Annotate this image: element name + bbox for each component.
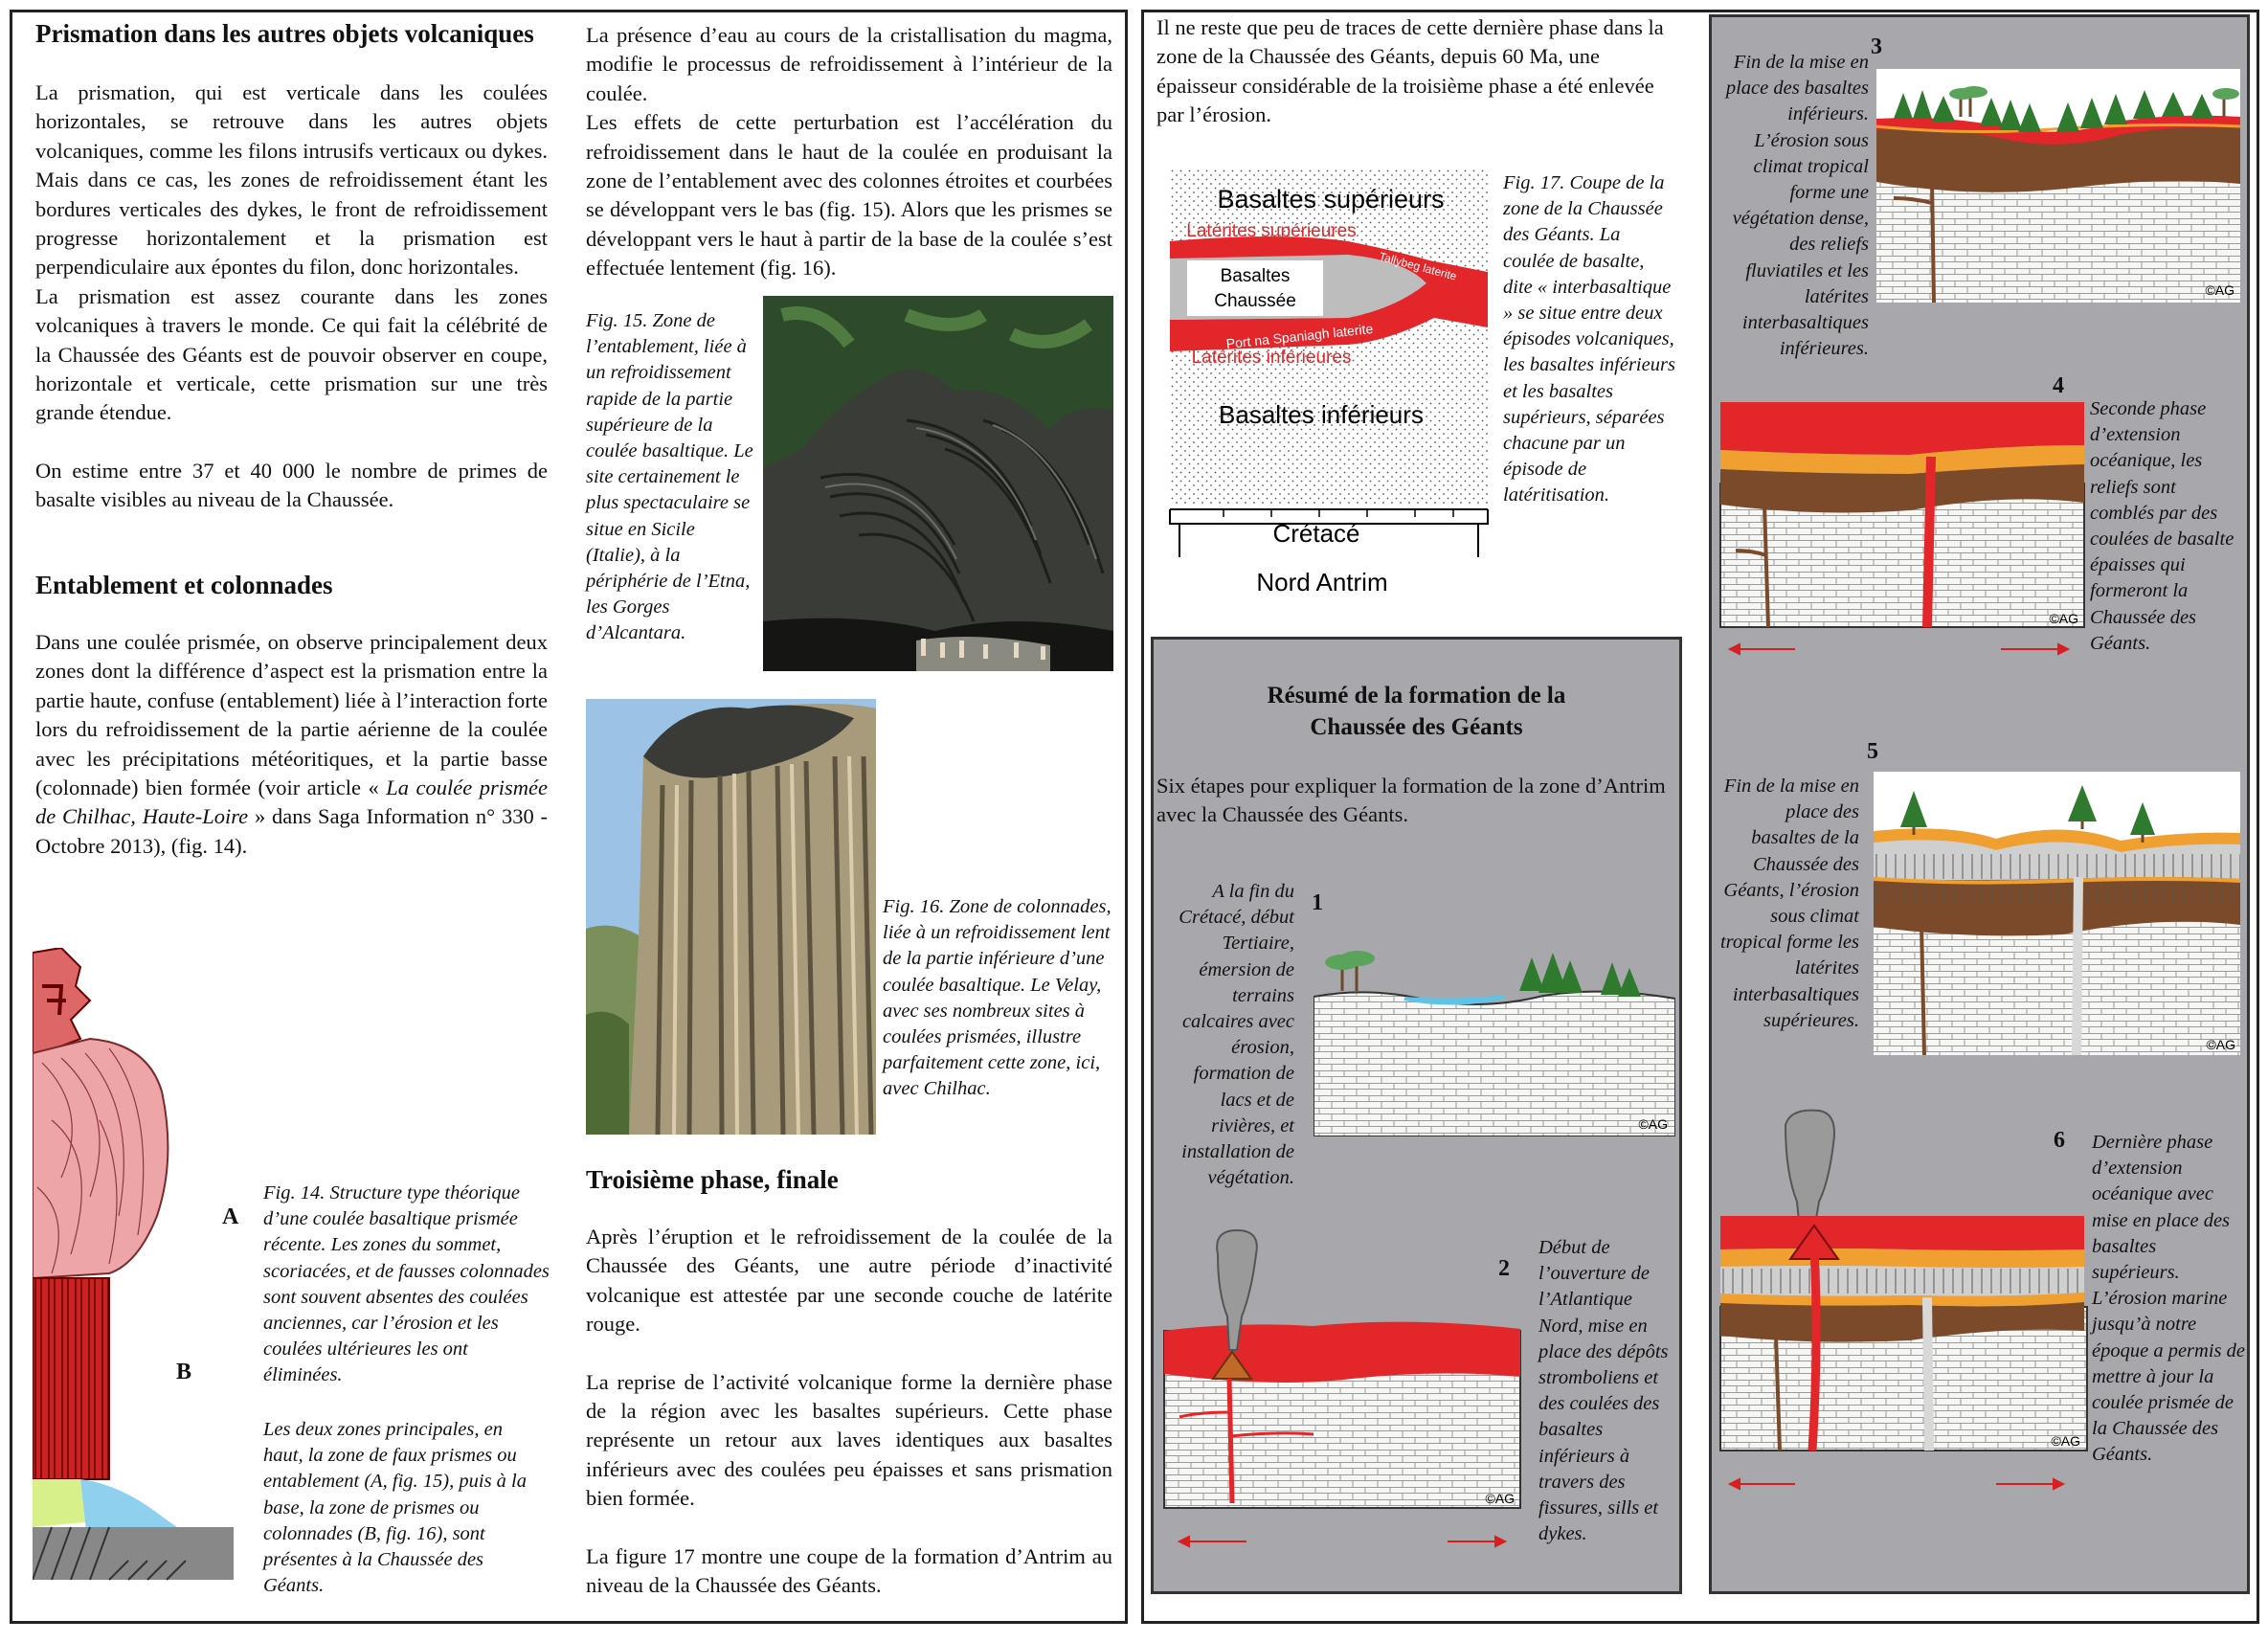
fig14-diagram [33,948,234,1589]
step4-extension-arrows [1730,644,2068,654]
step5-diagram [1872,772,2242,1057]
step3-text: Fin de la mise en place des basaltes inférieurs. L’érosion sous climat tropical forme une végétation dense, des reliefs fluviatiles et les latérites interbasaltiques inférieures. [1725,52,1869,360]
resume-title-line-1: Résumé de la formation de la [1267,683,1566,709]
step6-copyright: ©AG [2051,1433,2080,1449]
col1-paragraph-1: La prismation, qui est verticale dans les coulées horizontales, se retrouve dans les autres objets volcaniques, comme les filons intrusifs verticaux ou dykes. Mais dans ce cas, les zones de refroidissement étant les bordures verticales des dykes, le front de refroidissement progresse horizontalement et la prismation est perpendiculaire aux épontes du filon, donc horizontales. [35,80,548,280]
col2-paragraph-3: Après l’éruption et le refroidissement de la coulée de la Chaussée des Géants, une autre période d’inactivité volcanique est attestée par une seconde couche de latérite rouge. [586,1225,1112,1337]
col2-paragraph-2: Les effets de cette perturbation est l’accélération du refroidissement dans le haut de la coulée en produisant la zone de l’entablement avec des colonnes étroites et courbées se développant vers le bas (fig. 15). Alors que les prismes se développant vers le haut à partir de la base de la coulée s’est effectuée lentement (fig. 16). [586,110,1112,281]
step1-vegetation [1325,951,1641,997]
step1-number: 1 [1312,890,1323,915]
fig17-label-basaltes-inf: Basaltes inférieurs [1219,400,1424,429]
fig14-label-b: B [176,1360,192,1384]
fig17-label-basaltes-chaussee-1: Basaltes [1220,266,1291,286]
col1-paragraph-3: On estime entre 37 et 40 000 le nombre de primes de basalte visibles au niveau de la Chaussée. [35,458,548,512]
fig14-caption-1: Fig. 14. Structure type théorique d’une coulée basaltique prismée récente. Les zones du sommet, scoriacées, et de fausses colonnades sont souvent absentes des coulées anciennes, car l’érosion et les coulées ultérieures les ont éliminées. [263,1182,550,1386]
fig17-label-basaltes-sup: Basaltes supérieurs [1217,185,1445,214]
col3-paragraph-1: Il ne reste que peu de traces de cette dernière phase dans la zone de la Chaussée des Géants, depuis 60 Ma, une épaisseur considérable de la troisième phase a été enlevée par l’érosion. [1156,15,1664,127]
step6-text: Dernière phase d’extension océanique avec mise en place des basaltes supérieurs. L’érosion marine jusqu’à notre époque a permis de mettre à jour la coulée prismée de la Chaussée des Géants. [2092,1132,2245,1466]
col1-paragraph-4 [35,628,548,861]
fig17-label-cretace: Crétacé [1272,519,1360,548]
fig14-colonnade [33,1278,109,1479]
step4-dyke [1927,457,1931,627]
step5-text: Fin de la mise en place des basaltes de la Chaussée des Géants, l’érosion sous climat tropical forme les latérites interbasaltiques supérieures. [1719,776,1859,1031]
col1-paragraph-4a: Dans une coulée prismée, on observe principalement deux zones dont la différence d’aspect est la prismation entre la partie haute, confuse (entablement) liée à l’interaction forte lors du refroidissement de la partie aérienne de la coulée avec les précipitations météoritiques, et la partie basse (colonnade) bien formée (voir article « [35,630,548,800]
step6-extension-arrows [1730,1479,2063,1489]
fig14-green-base [33,1479,85,1527]
fig16-photo [586,699,876,1135]
resume-title-line-2: Chaussée des Géants [1310,714,1523,740]
step6-diagram [1718,1106,2089,1508]
step2-copyright: ©AG [1485,1491,1515,1506]
col2-paragraph-1: La présence d’eau au cours de la cristallisation du magma, modifie le processus de refroidissement à l’intérieur de la coulée. [586,23,1112,105]
step1-diagram [1314,933,1675,1136]
step4-diagram [1718,397,2087,665]
col2-text-top [586,21,1112,312]
step1-text: A la fin du Crétacé, début Tertiaire, émersion de terrains calcaires avec érosion, formation de lacs et de rivières, et installation de végétation. [1179,881,1294,1189]
step4-text: Seconde phase d’extension océanique, les reliefs sont comblés par des coulées de basalte épaisses qui formeront la Chaussée des Géants. [2090,398,2234,654]
fig16-caption: Fig. 16. Zone de colonnades, liée à un refroidissement lent de la partie inférieure d’une coulée basaltique. Le Velay, avec ses nombreux sites à coulées prismées, illustre parfaitement cette zone, ici, avec Chilhac. [883,896,1112,1100]
article-title: La coulée prismée de Chilhac, Haute-Loire [35,776,548,829]
fig14-ground [33,1527,234,1580]
step1-lake [1404,997,1505,1003]
step3-copyright: ©AG [2205,282,2234,298]
step2-extension-arrows [1179,1537,1505,1546]
heading-entablement: Entablement et colonnades [35,571,333,599]
col1-text-top [35,79,548,544]
col1-paragraph-2: La prismation est assez courante dans les zones volcaniques à travers le monde. Ce qui fait la célébrité de la Chaussée des Géants est de pouvoir observer en coupe, horizontale et verticale, cette prismation sur une très grande étendue. [35,283,548,425]
step5-dyke [2077,877,2078,1055]
fig15-photo [763,296,1113,671]
step6-ash-plume [1785,1111,1834,1230]
fig14-caption-2: Les deux zones principales, en haut, la zone de faux prismes ou entablement (A, fig. 15), puis à la base, la zone de prismes ou colonnades (B, fig. 16), sont présentes à la Chaussée des Géants. [263,1419,527,1597]
fig17-caption: Fig. 17. Coupe de la zone de la Chaussée des Géants. La coulée de basalte, dite « interbasaltique » se situe entre deux épisodes volcaniques, les basaltes inférieurs et les basaltes supérieurs, séparées chacune par un épisode de latéritisation. [1503,172,1675,506]
step6-dyke [1812,1249,1816,1451]
step4-copyright: ©AG [2049,611,2078,626]
step2-number: 2 [1498,1256,1510,1281]
fig17-label-basaltes-chaussee-2: Chaussée [1214,291,1296,311]
fig14-label-a: A [222,1204,239,1229]
col2-paragraph-4: La reprise de l’activité volcanique forme la dernière phase de la région avec les basaltes supérieurs. Cette phase représente un retour aux laves identiques aux basaltes inférieurs avec des coulées peu épaisses et sans prismation bien formée. [586,1369,1112,1511]
fig17-label-laterites-inf: Latérites inférieures [1191,348,1352,368]
fig15-caption: Fig. 15. Zone de l’entablement, liée à un refroidissement rapide de la partie supérieure de la coulée basaltique. Le site certainement le plus spectaculaire se situe en Sicile (Italie), à la périphérie de l’Etna, les Gorges d’Alcantara. [586,310,753,644]
col2-text-bottom [586,1223,1112,1629]
col1-paragraph-4b: » dans Saga Information n° 330 - Octobre 2013), (fig. 14). [35,804,548,858]
fig17-label-port-na: Port na Spaniagh laterite [1225,321,1374,352]
step5-number: 5 [1867,739,1878,764]
step5-copyright: ©AG [2206,1037,2235,1052]
step2-diagram [1160,1226,1524,1585]
fig17-label-tallybeg: Tallybeg laterite [1377,249,1459,283]
heading-troisieme-phase: Troisième phase, finale [586,1165,839,1194]
fig17-label-nord-antrim: Nord Antrim [1256,568,1388,596]
step3-number: 3 [1871,34,1882,59]
step6-number: 6 [2054,1128,2065,1153]
fig17-label-laterites-sup: Latérites supérieures [1186,221,1357,241]
step1-copyright: ©AG [1638,1116,1668,1132]
resume-title [1151,680,1682,743]
step4-number: 4 [2053,373,2064,398]
resume-intro: Six étapes pour expliquer la formation de la zone d’Antrim avec la Chaussée des Géants. [1156,774,1666,827]
col2-paragraph-5: La figure 17 montre une coupe de la formation d’Antrim au niveau de la Chaussée des Géants. [586,1543,1112,1598]
step2-text: Début de l’ouverture de l’Atlantique Nord, mise en place des dépôts stromboliens et des coulées des basaltes inférieurs à travers des fissures, sills et dykes. [1538,1237,1669,1545]
step6-upper-lava [1720,1216,2084,1250]
heading-prismation: Prismation dans les autres objets volcaniques [35,19,534,48]
fig17-cross-section [1166,165,1492,605]
step2-dyke [1229,1379,1232,1503]
step3-diagram [1875,69,2242,304]
